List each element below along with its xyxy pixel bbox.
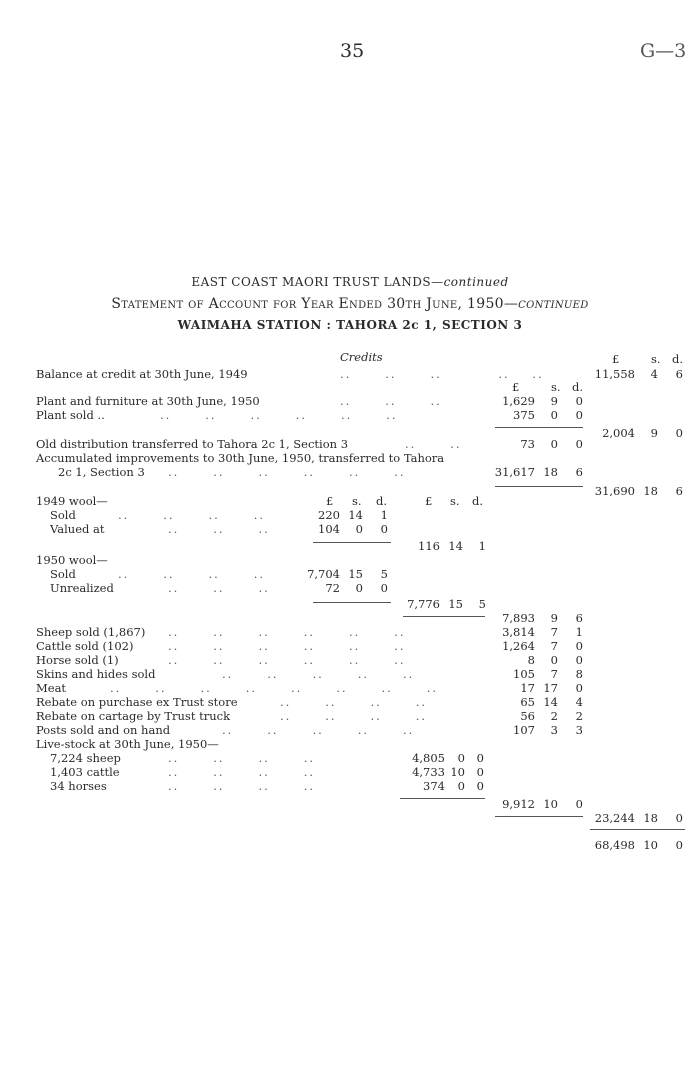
leader-dots: .. .. .. .. [280, 709, 428, 723]
amount-pounds: 65 [520, 695, 535, 709]
shilling-head-col2: s. [450, 494, 460, 508]
row-label: Plant and furniture at 30th June, 1950 [36, 394, 260, 408]
amount-shillings: 0 [550, 408, 558, 422]
amount-pounds: 4,733 [412, 765, 445, 779]
leader-dots: .. .. .. [168, 581, 270, 595]
row-label: 34 horses [50, 779, 107, 793]
leader-dots: .. .. .. .. [168, 765, 316, 779]
amount-pounds: 31,617 [494, 465, 535, 479]
amount-shillings: 0 [457, 751, 465, 765]
amount-pounds: 17 [520, 681, 535, 695]
row-label: Posts sold and on hand [36, 723, 171, 737]
leader-dots: .. .. .. .. .. .. [160, 408, 398, 422]
pound-head-col2: £ [425, 494, 433, 508]
amount-pounds: 11,558 [594, 367, 635, 381]
shilling-head-col3: s. [551, 380, 561, 394]
leader-dots: .. .. .. .. [280, 695, 428, 709]
pound-head-col1: £ [326, 494, 334, 508]
row-label: 7,224 sheep [50, 751, 121, 765]
row-label: Sheep sold (1,867) [36, 625, 146, 639]
amount-pence: 0 [575, 437, 583, 451]
row-label: Unrealized [50, 581, 114, 595]
amount-pounds: 23,244 [594, 811, 635, 825]
amount-pounds: 1,264 [502, 639, 535, 653]
amount-shillings: 7 [550, 625, 558, 639]
amount-shillings: 9 [650, 426, 658, 440]
amount-shillings: 0 [550, 653, 558, 667]
amount-shillings: 15 [448, 597, 463, 611]
amount-shillings: 0 [550, 437, 558, 451]
row-label: Rebate on cartage by Trust truck [36, 709, 231, 723]
amount-shillings: 3 [550, 723, 558, 737]
amount-pence: 6 [675, 367, 683, 381]
leader-dots: .. .. .. .. .. .. [168, 639, 406, 653]
amount-pounds: 107 [513, 723, 535, 737]
amount-pence: 1 [575, 625, 583, 639]
amount-pence: 0 [476, 779, 484, 793]
leader-dots: .. .. .. [168, 522, 270, 536]
amount-pence: 6 [675, 484, 683, 498]
pound-head-col3: £ [512, 380, 520, 394]
amount-shillings: 7 [550, 639, 558, 653]
amount-pence: 2 [575, 709, 583, 723]
leader-dots: .. .. .. .. [168, 779, 316, 793]
amount-shillings: 9 [550, 611, 558, 625]
amount-pence: 1 [478, 539, 486, 553]
amount-pence: 0 [675, 811, 683, 825]
credits-heading: Credits [340, 350, 383, 364]
amount-pence: 1 [380, 508, 388, 522]
amount-shillings: 2 [550, 709, 558, 723]
amount-pence: 0 [380, 522, 388, 536]
row-label: Old distribution transferred to Tahora 2c 1, Section 3 [36, 437, 349, 451]
amount-pounds: 9,912 [502, 797, 535, 811]
subtotal-rule [403, 616, 485, 617]
page-number: 35 [340, 40, 365, 62]
amount-pounds: 7,776 [407, 597, 440, 611]
amount-pounds: 1,629 [502, 394, 535, 408]
amount-pence: 3 [575, 723, 583, 737]
amount-pence: 6 [575, 465, 583, 479]
leader-dots: .. .. .. .. .. .. .. .. [110, 681, 439, 695]
amount-pence: 5 [478, 597, 486, 611]
row-label: Accumulated improvements to 30th June, 1950, transferred to Tahora [36, 451, 445, 465]
row-label: 1,403 cattle [50, 765, 120, 779]
grand-total-rule-top [590, 829, 685, 830]
amount-pounds: 3,814 [502, 625, 535, 639]
amount-shillings: 17 [543, 681, 558, 695]
subtotal-rule [313, 542, 391, 543]
leader-dots: .. .. .. .. .. [340, 367, 544, 381]
amount-pence: 0 [675, 426, 683, 440]
amount-shillings: 14 [348, 508, 363, 522]
leader-dots: .. .. .. .. .. [222, 723, 415, 737]
amount-shillings: 14 [543, 695, 558, 709]
amount-shillings: 15 [348, 567, 363, 581]
pence-head-col4: d. [672, 352, 684, 366]
amount-pounds: 73 [520, 437, 535, 451]
amount-pounds: 116 [418, 539, 440, 553]
subtotal-rule [400, 798, 485, 799]
title-station: WAIMAHA STATION : TAHORA 2c 1, SECTION 3 [177, 318, 523, 332]
amount-pounds: 2,004 [602, 426, 635, 440]
amount-shillings: 10 [450, 765, 465, 779]
row-label: Plant sold .. [36, 408, 105, 422]
amount-shillings: 0 [355, 581, 363, 595]
amount-pounds: 220 [318, 508, 340, 522]
amount-pounds: 4,805 [412, 751, 445, 765]
amount-pence: 0 [575, 394, 583, 408]
subtotal-rule [313, 602, 391, 603]
leader-dots: .. .. .. .. [118, 567, 266, 581]
row-label: Sold [50, 508, 76, 522]
amount-pounds: 374 [423, 779, 445, 793]
amount-pounds: 72 [325, 581, 340, 595]
leader-dots: .. .. .. [340, 394, 442, 408]
grand-total-pence: 0 [675, 838, 683, 852]
row-label: Live-stock at 30th June, 1950— [36, 737, 219, 751]
leader-dots: .. .. .. .. [168, 751, 316, 765]
amount-pence: 8 [575, 667, 583, 681]
row-label: Skins and hides sold [36, 667, 156, 681]
amount-pence: 0 [476, 751, 484, 765]
amount-shillings: 10 [543, 797, 558, 811]
subtotal-rule [495, 486, 583, 487]
amount-pence: 5 [380, 567, 388, 581]
amount-shillings: 7 [550, 667, 558, 681]
row-label: Balance at credit at 30th June, 1949 [36, 367, 248, 381]
amount-pence: 0 [575, 681, 583, 695]
amount-shillings: 18 [643, 484, 658, 498]
amount-pence: 0 [575, 639, 583, 653]
amount-pounds: 104 [318, 522, 340, 536]
leader-dots: .. .. [405, 437, 462, 451]
amount-pence: 6 [575, 611, 583, 625]
row-label: Valued at [50, 522, 105, 536]
amount-shillings: 0 [355, 522, 363, 536]
amount-pence: 0 [476, 765, 484, 779]
amount-pence: 0 [575, 797, 583, 811]
amount-shillings: 4 [650, 367, 658, 381]
amount-shillings: 14 [448, 539, 463, 553]
row-label: Cattle sold (102) [36, 639, 134, 653]
row-label: Meat [36, 681, 67, 695]
amount-shillings: 18 [543, 465, 558, 479]
pound-head-col4: £ [612, 352, 620, 366]
leader-dots: .. .. .. .. .. [222, 667, 415, 681]
grand-total-shillings: 10 [643, 838, 658, 852]
subtotal-rule [495, 427, 583, 428]
leader-dots: .. .. .. .. .. .. [168, 465, 406, 479]
title-statement: Statement of Account for Year Ended 30th June, 1950—continued [111, 296, 589, 312]
row-label: Sold [50, 567, 76, 581]
amount-shillings: 0 [457, 779, 465, 793]
title-trust-lands: EAST COAST MAORI TRUST LANDS—continued [191, 275, 509, 289]
amount-pounds: 375 [513, 408, 535, 422]
shilling-head-col1: s. [352, 494, 362, 508]
document-reference: G—3 [640, 40, 687, 62]
pence-head-col1: d. [376, 494, 388, 508]
amount-pounds: 56 [520, 709, 535, 723]
leader-dots: .. .. .. .. .. .. [168, 653, 406, 667]
row-label: Rebate on purchase ex Trust store [36, 695, 238, 709]
amount-pence: 0 [380, 581, 388, 595]
amount-pounds: 8 [527, 653, 535, 667]
row-label: 1950 wool— [36, 553, 108, 567]
row-label: 2c 1, Section 3 [58, 465, 145, 479]
shilling-head-col4: s. [651, 352, 661, 366]
subtotal-rule [495, 816, 583, 817]
amount-shillings: 9 [550, 394, 558, 408]
pence-head-col2: d. [472, 494, 484, 508]
row-label: 1949 wool— [36, 494, 108, 508]
amount-pounds: 7,893 [502, 611, 535, 625]
leader-dots: .. .. .. .. .. .. [168, 625, 406, 639]
leader-dots: .. .. .. .. [118, 508, 266, 522]
amount-pence: 0 [575, 653, 583, 667]
amount-pence: 0 [575, 408, 583, 422]
row-label: Horse sold (1) [36, 653, 119, 667]
amount-pounds: 7,704 [307, 567, 340, 581]
amount-pence: 4 [575, 695, 583, 709]
amount-pounds: 105 [513, 667, 535, 681]
grand-total-pounds: 68,498 [594, 838, 635, 852]
amount-shillings: 18 [643, 811, 658, 825]
pence-head-col3: d. [572, 380, 584, 394]
amount-pounds: 31,690 [594, 484, 635, 498]
